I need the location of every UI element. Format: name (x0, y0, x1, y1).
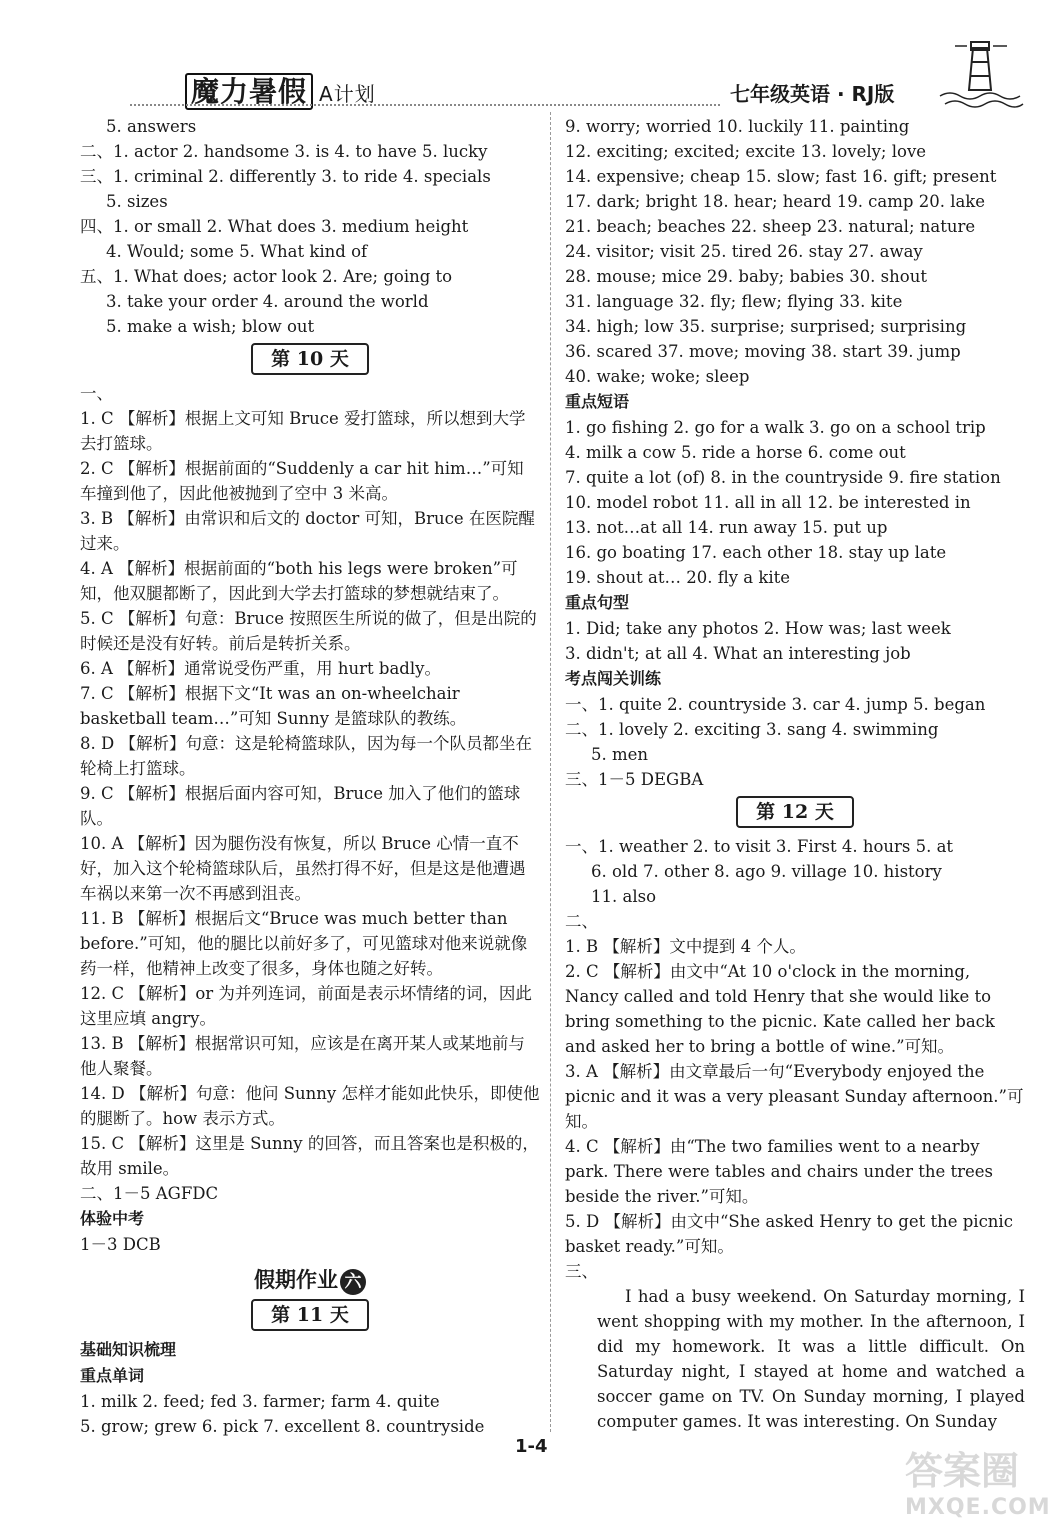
answer-line: 34. high; low 35. surprise; surprised; surprising (565, 317, 967, 336)
answer-line: 10. model robot 11. all in all 12. be interested in (565, 493, 971, 512)
answer-explanation: 1. C 【解析】根据上文可知 Bruce 爱打篮球，所以想到大学去打篮球。 (80, 409, 526, 453)
answer-explanation: 3. B 【解析】由常识和后文的 doctor 可知，Bruce 在医院醒过来。 (80, 509, 535, 553)
section-heading: 基础知识梳理 (80, 1340, 177, 1359)
answer-line: 1－3 DCB (80, 1235, 161, 1254)
day-heading-label: 第 11 天 (251, 1299, 369, 1331)
answer-line: 14. expensive; cheap 15. slow; fast 16. gift; present (565, 167, 997, 186)
answer-line: 9. worry; worried 10. luckily 11. painting (565, 117, 910, 136)
answer-line: 二、 (565, 912, 598, 931)
homework-number-badge: 六 (340, 1269, 366, 1295)
answer-explanation: 1. B 【解析】文中提到 4 个人。 (565, 937, 806, 956)
section-heading: 体验中考 (80, 1209, 145, 1228)
answer-line: 21. beach; beaches 22. sheep 23. natural; nature (565, 217, 976, 236)
grade-label: 七年级英语 · RJ版 (730, 82, 895, 106)
answer-line: 1. Did; take any photos 2. How was; last week (565, 619, 951, 638)
answer-line: 二、1. lovely 2. exciting 3. sang 4. swimming (565, 720, 939, 739)
answer-line: 五、1. What does; actor look 2. Are; going to (80, 267, 453, 286)
writing-paragraph (565, 1284, 1025, 1434)
answer-explanation: 8. D 【解析】句意：这是轮椅篮球队，因为每一个队员都坐在轮椅上打篮球。 (80, 734, 532, 778)
answer-line: 四、1. or small 2. What does 3. medium height (80, 217, 469, 236)
answer-line: 36. scared 37. move; moving 38. start 39. jump (565, 342, 961, 361)
day-heading (565, 796, 1025, 828)
answer-line: 一、 (80, 384, 113, 403)
page-number: 1-4 (515, 1436, 548, 1457)
section-heading: 考点闯关训练 (565, 669, 662, 688)
answer-line: 4. Would; some 5. What kind of (106, 242, 368, 261)
day-heading-label: 第 12 天 (736, 796, 854, 828)
answer-explanation: 4. A 【解析】根据前面的“both his legs were broken”可知，他双腿都断了，因此到大学去打篮球的梦想就结束了。 (80, 559, 518, 603)
answer-line: 三、1. criminal 2. differently 3. to ride 4. specials (80, 167, 491, 186)
answer-line: 24. visitor; visit 25. tired 26. stay 27. away (565, 242, 923, 261)
homework-heading (80, 1265, 540, 1295)
section-heading: 重点短语 (565, 392, 630, 411)
section-heading: 重点句型 (565, 593, 630, 612)
answer-line: 5. men (591, 745, 649, 764)
answer-explanation: 14. D 【解析】句意：他问 Sunny 怎样才能如此快乐，即使他的腿断了。how 表示方式。 (80, 1084, 540, 1128)
answer-line: 16. go boating 17. each other 18. stay up late (565, 543, 947, 562)
day-heading-label: 第 10 天 (251, 343, 369, 375)
answer-line: 二、1－5 AGFDC (80, 1184, 219, 1203)
watermark-url: MXQE.COM (905, 1495, 1051, 1520)
answer-line: 三、1－5 DEGBA (565, 770, 704, 789)
brand-plan: A计划 (319, 82, 376, 106)
answer-line: 一、1. weather 2. to visit 3. First 4. hours 5. at (565, 837, 954, 856)
answer-explanation: 4. C 【解析】由“The two families went to a nearby park. There were tables and chairs under the trees beside the river.”可知。 (565, 1137, 993, 1206)
answer-explanation: 12. C 【解析】or 为并列连词，前面是表示坏情绪的词，因此这里应填 angry。 (80, 984, 532, 1028)
section-heading: 重点单词 (80, 1366, 145, 1385)
answer-line: 5. grow; grew 6. pick 7. excellent 8. countryside (80, 1417, 485, 1436)
answer-line: 31. language 32. fly; flew; flying 33. kite (565, 292, 903, 311)
brand-title: 魔力暑假 (185, 73, 313, 110)
answer-line: 一、1. quite 2. countryside 3. car 4. jump 5. began (565, 695, 986, 714)
answer-explanation: 11. B 【解析】根据后文“Bruce was much better than before.”可知，他的腿比以前好多了，可见篮球对他来说就像药一样，他精神上改变了很多，身体也随之好转。 (80, 909, 528, 978)
answer-explanation: 5. D 【解析】由文中“She asked Henry to get the picnic basket ready.”可知。 (565, 1212, 1013, 1256)
writing-paragraph-text: I had a busy weekend. On Saturday morning, I went shopping with my mother. In the afternoon, I did my homework. It was a little difficult. On Saturday night, I stayed at home and watched a soccer game on TV. On Sunday morning, I played computer games. It was interesting. On Sunday (597, 1287, 1025, 1431)
answer-line: 12. exciting; excited; excite 13. lovely; love (565, 142, 927, 161)
answer-explanation: 6. A 【解析】通常说受伤严重，用 hurt badly。 (80, 659, 441, 678)
answer-line: 二、1. actor 2. handsome 3. is 4. to have 5. lucky (80, 142, 488, 161)
answer-line: 1. go fishing 2. go for a walk 3. go on a school trip (565, 418, 986, 437)
homework-heading-label: 假期作业 (254, 1268, 338, 1292)
lighthouse-icon (935, 40, 1025, 110)
page-header (0, 0, 1062, 110)
answer-explanation: 10. A 【解析】因为腿伤没有恢复，所以 Bruce 心情一直不好，加入这个轮椅篮球队后，虽然打得不好，但是这是他遭遇车祸以来第一次不再感到沮丧。 (80, 834, 526, 903)
answer-line: 6. old 7. other 8. ago 9. village 10. history (591, 862, 942, 881)
answer-explanation: 7. C 【解析】根据下文“It was an on-wheelchair basketball team…”可知 Sunny 是篮球队的教练。 (80, 684, 467, 728)
answer-line: 17. dark; bright 18. hear; heard 19. camp 20. lake (565, 192, 986, 211)
header-rule (130, 104, 720, 106)
answer-line: 40. wake; woke; sleep (565, 367, 750, 386)
answer-line: 13. not…at all 14. run away 15. put up (565, 518, 888, 537)
answer-explanation: 13. B 【解析】根据常识可知，应该是在离开某人或某地前与他人聚餐。 (80, 1034, 525, 1078)
answer-explanation: 15. C 【解析】这里是 Sunny 的回答，而且答案也是积极的，故用 smile。 (80, 1134, 539, 1178)
answer-line: 11. also (591, 887, 657, 906)
answer-line: 1. milk 2. feed; fed 3. farmer; farm 4. quite (80, 1392, 440, 1411)
answer-explanation: 5. C 【解析】句意：Bruce 按照医生所说的做了，但是出院的时候还是没有好转。前后是转折关系。 (80, 609, 537, 653)
answer-line: 4. milk a cow 5. ride a horse 6. come out (565, 443, 906, 462)
answer-explanation: 2. C 【解析】根据前面的“Suddenly a car hit him…”可知车撞到他了，因此他被抛到了空中 3 米高。 (80, 459, 524, 503)
answer-line: 三、 (565, 1262, 598, 1281)
answer-line: 5. answers (106, 117, 197, 136)
left-column (80, 114, 540, 1439)
day-heading (80, 343, 540, 375)
answer-line: 7. quite a lot (of) 8. in the countryside 9. fire station (565, 468, 1001, 487)
answer-line: 3. take your order 4. around the world (106, 292, 429, 311)
watermark (905, 1440, 1051, 1530)
answer-explanation: 2. C 【解析】由文中“At 10 o'clock in the morning, Nancy called and told Henry that she would like to bring something to the picnic. Kate called her back and asked her to bring a bottle of wine.”可知。 (565, 962, 995, 1056)
answer-line: 3. didn't; at all 4. What an interesting job (565, 644, 911, 663)
day-heading (80, 1299, 540, 1331)
watermark-logo: 答案圈 (905, 1449, 1020, 1493)
answer-explanation: 3. A 【解析】由文章最后一句“Everybody enjoyed the picnic and it was a very pleasant Sunday afternoon.”可知。 (565, 1062, 1024, 1131)
answer-line: 5. sizes (106, 192, 168, 211)
right-column (565, 114, 1025, 1434)
answer-line: 19. shout at… 20. fly a kite (565, 568, 791, 587)
answer-line: 5. make a wish; blow out (106, 317, 315, 336)
answer-explanation: 9. C 【解析】根据后面内容可知，Bruce 加入了他们的篮球队。 (80, 784, 521, 828)
column-divider (550, 112, 551, 1432)
answer-line: 28. mouse; mice 29. baby; babies 30. shout (565, 267, 927, 286)
